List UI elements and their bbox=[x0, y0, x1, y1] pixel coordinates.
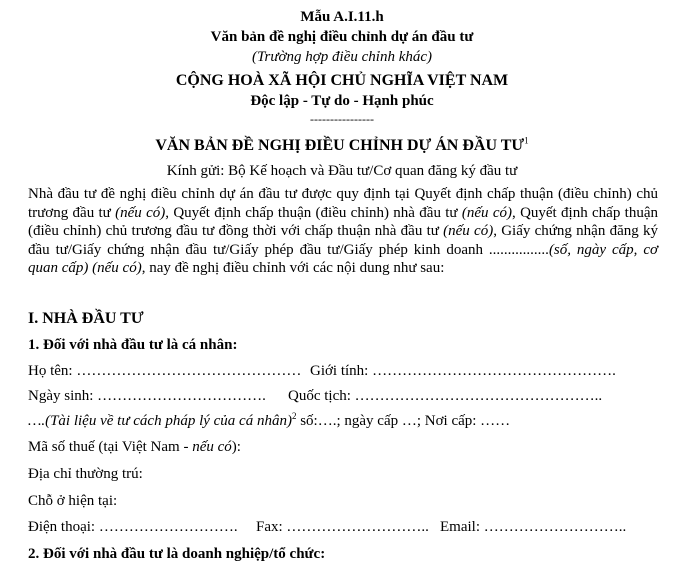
dob-field: Ngày sinh: ……………………………. bbox=[28, 388, 266, 404]
tax-end: ): bbox=[231, 439, 241, 455]
tax-row bbox=[28, 439, 241, 456]
legal-doc-type: ….(Tài liệu về tư cách pháp lý của cá nhân) bbox=[28, 413, 292, 429]
intro-text-2: , Quyết định chấp thuận (điều chỉnh) nhà đầu tư bbox=[165, 204, 462, 221]
intro-italic-3: (nếu có) bbox=[443, 223, 494, 240]
name-field: Họ tên: ……………………………………… bbox=[28, 363, 302, 379]
intro-text-1: Nhà đầu tư đề nghị điều chỉnh dự án đầu tư được quy định tại Quyết định chấp thuận (điều chỉnh) chủ trương đầu tư bbox=[28, 186, 658, 221]
legal-doc-details: số:….; ngày cấp …; Nơi cấp: …… bbox=[296, 413, 511, 429]
intro-text-5: , nay đề nghị điều chỉnh với các nội dung như sau: bbox=[141, 260, 445, 277]
tax-label: Mã số thuế (tại Việt Nam - bbox=[28, 439, 193, 455]
intro-paragraph bbox=[28, 185, 658, 278]
doc-title: VĂN BẢN ĐỀ NGHỊ ĐIỀU CHỈNH DỰ ÁN ĐẦU TƯ bbox=[155, 137, 525, 154]
recipient: Kính gửi: Bộ Kế hoạch và Đầu tư/Cơ quan đăng ký đầu tư bbox=[166, 163, 518, 179]
section-heading: I. NHÀ ĐẦU TƯ bbox=[28, 310, 144, 327]
intro-italic-4: (số, ngày cấp, cơ quan cấp) (nếu có) bbox=[28, 241, 658, 277]
nationality-field: Quốc tịch: ………………………………………….. bbox=[288, 388, 603, 404]
subsection-organization: 2. Đối với nhà đầu tư là doanh nghiệp/tổ chức: bbox=[28, 546, 326, 562]
contact-row bbox=[28, 519, 658, 537]
current-residence-field: Chỗ ở hiện tại: bbox=[28, 493, 118, 509]
form-case: (Trường hợp điều chỉnh khác) bbox=[252, 49, 432, 65]
form-code: Mẫu A.I.11.h bbox=[300, 9, 384, 25]
email-field: Email: ……………………….. bbox=[440, 519, 627, 535]
phone-field: Điện thoại: ………………………. bbox=[28, 519, 238, 535]
legal-doc-footnote: 2 bbox=[291, 411, 297, 421]
intro-italic-1: (nếu có) bbox=[115, 204, 166, 221]
motto: Độc lập - Tự do - Hạnh phúc bbox=[250, 93, 434, 109]
intro-text-4: , Giấy chứng nhận đăng ký đầu tư/Giấy chứng nhận đầu tư/Giấy phép đầu tư/Giấy phép kinh doanh ................ bbox=[28, 223, 658, 258]
doc-title-wrap bbox=[0, 137, 684, 155]
subsection-individual: 1. Đối với nhà đầu tư là cá nhân: bbox=[28, 337, 238, 353]
gender-field: Giới tính: …………………………………………. bbox=[310, 363, 616, 379]
name-gender-row bbox=[28, 363, 658, 381]
intro-italic-2: (nếu có) bbox=[461, 204, 512, 221]
tax-italic: nếu có bbox=[192, 439, 232, 455]
permanent-address-field: Địa chỉ thường trú: bbox=[28, 466, 143, 482]
dob-nationality-row bbox=[28, 388, 658, 406]
fax-field: Fax: ……………………….. bbox=[256, 519, 429, 535]
header-divider: ---------------- bbox=[310, 112, 374, 126]
intro-text-3: , Quyết định chấp thuận (điều chỉnh) chủ trương đầu tư đồng thời với chấp thuận nhà đầu tư bbox=[28, 204, 658, 240]
form-title: Văn bản đề nghị điều chỉnh dự án đầu tư bbox=[210, 29, 474, 45]
legal-doc-row bbox=[28, 413, 510, 430]
doc-title-footnote: 1 bbox=[524, 135, 529, 146]
nation-name: CỘNG HOÀ XÃ HỘI CHỦ NGHĨA VIỆT NAM bbox=[175, 72, 509, 89]
